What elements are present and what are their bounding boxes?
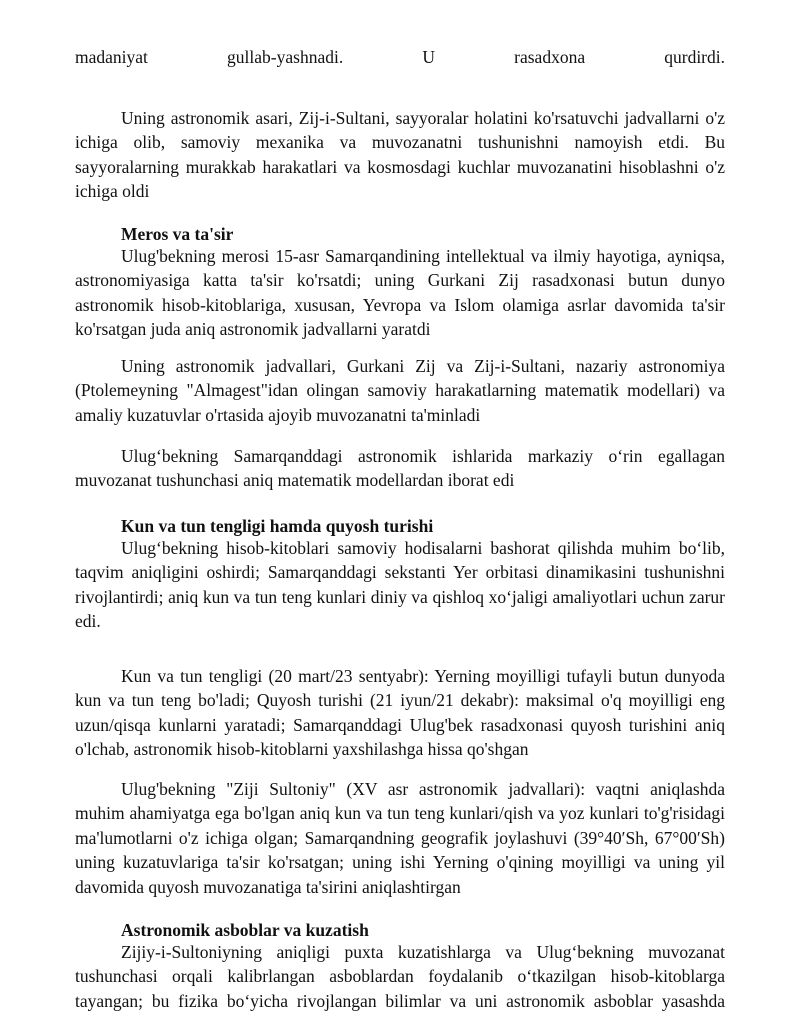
paragraph-hisob-kitoblar: Ulug‘bekning hisob-kitoblari samoviy hodisalarni bashorat qilishda muhim bo‘lib, taqvim aniqligini oshirdi; Samarqanddagi sekstanti Yer orbitasi dinamikasini tushunishni rivojlantirdi; aniq kun va tun teng kunlari diniy va qishloq xo‘jaligi amaliyotlari uchun zarur edi.: [75, 538, 725, 632]
paragraph-muvozanat: Ulug‘bekning Samarqanddagi astronomik ishlarida markaziy o‘rin egallagan muvozanat tushunchasi aniq matematik modellardan iborat edi: [75, 446, 725, 491]
paragraph-continuation: madaniyat gullab-yashnadi. U rasadxona qurdirdi.: [75, 47, 725, 67]
heading-meros-va-tasir: Meros va ta'sir: [121, 224, 234, 244]
paragraph-zij-i-sultani: Uning astronomik asari, Zij-i-Sultani, sayyoralar holatini ko'rsatuvchi jadvallarni o'z ichiga olib, samoviy mexanika va muvozanatni tushunishni namoyish etdi. Bu sayyoralarning murakkab harakatlari va kosmosdagi kuchlar muvozanatini hisoblashni o'z ichiga oldi: [75, 108, 725, 202]
paragraph-kun-tun-tengligi: Kun va tun tengligi (20 mart/23 sentyabr): Yerning moyilligi tufayli butun dunyoda kun va tun teng bo'ladi; Quyosh turishi (21 iyun/21 dekabr): maksimal o'q moyilligi eng uzun/qisqa kunlarni yaratadi; Samarqanddagi Ulug'bek rasadxonasi quyosh turishini aniq o'lchab, astronomik hisob-kitoblarni yaxshilashga hissa qo'shgan: [75, 666, 725, 760]
paragraph-asboblar: Zijiy-i-Sultoniyning aniqligi puxta kuzatishlarga va Ulug‘bekning muvozanat tushunchasi orqali kalibrlangan asboblardan foydalanib o‘tkazilgan hisob-kitoblarga tayangan; bu fizika bo‘yicha rivojlangan bilimlar va uni astronomik asboblar yasashda: [75, 942, 725, 1011]
paragraph-meros: Ulug'bekning merosi 15-asr Samarqandining intellektual va ilmiy hayotiga, ayniqsa, astronomiyasiga katta ta'sir ko'rsatdi; uning Gurkani Zij rasadxonasi butun dunyo astronomik hisob-kitoblariga, xususan, Yevropa va Islom olamiga asrlar davomida ta'sir ko'rsatgan juda aniq astronomik jadvallarni yaratdi: [75, 246, 725, 340]
heading-astronomik-asboblar: Astronomik asboblar va kuzatish: [121, 920, 369, 940]
heading-kun-va-tun: Kun va tun tengligi hamda quyosh turishi: [121, 516, 434, 536]
paragraph-ziji-sultoniy: Ulug'bekning "Ziji Sultoniy" (XV asr astronomik jadvallari): vaqtni aniqlashda muhim ahamiyatga ega bo'lgan aniq kun va tun teng kunlari/qish va yoz kunlari to'g'risidagi ma'lumotlarni o'z ichiga olgan; Samarqandning geografik joylashuvi (39°40′Sh, 67°00′Sh) uning kuzatuvlariga ta'sir ko'rsatgan; uning ishi Yerning o'qining moyilligi va uning yil davomida quyosh muvozanatiga ta'sirini aniqlashtirgan: [75, 779, 725, 897]
paragraph-jadvallar: Uning astronomik jadvallari, Gurkani Zij va Zij-i-Sultani, nazariy astronomiya (Ptolemeyning "Almagest"idan olingan samoviy harakatlarning matematik modellari) va amaliy kuzatuvlar o'rtasida ajoyib muvozanatni ta'minladi: [75, 356, 725, 425]
